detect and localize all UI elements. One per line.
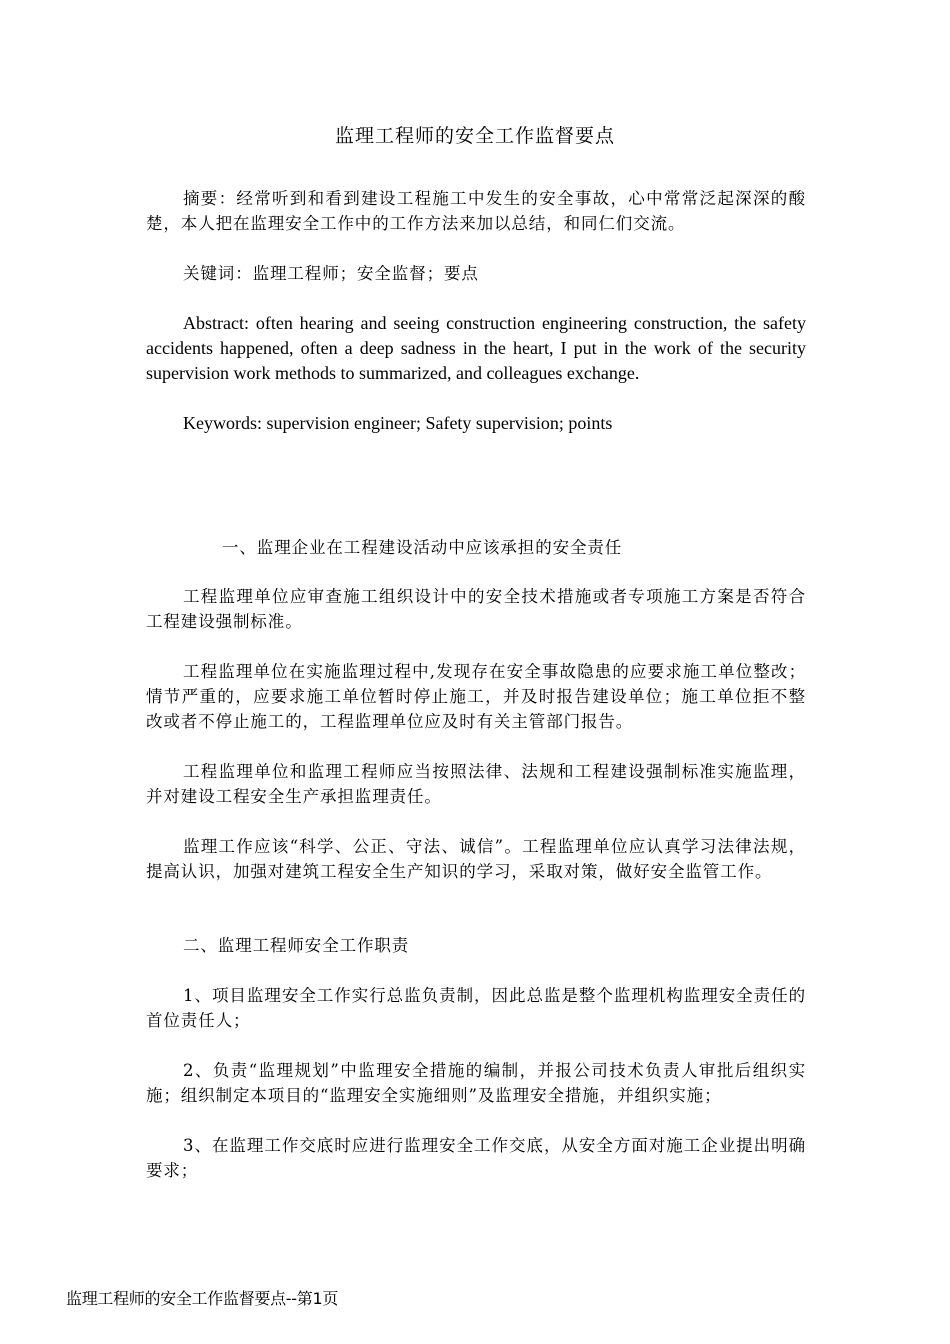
section2-item: 2、负责“监理规划”中监理安全措施的编制，并报公司技术负责人审批后组织实施；组织制定本项目的“监理安全实施细则”及监理安全措施，并组织实施；	[146, 1061, 806, 1105]
section2-item: 1、项目监理安全工作实行总监负责制，因此总监是整个监理机构监理安全责任的首位责任人；	[146, 986, 806, 1030]
abstract-cn: 摘要：经常听到和看到建设工程施工中发生的安全事故，心中常常泛起深深的酸楚，本人把在监理安全工作中的工作方法来加以总结，和同仁们交流。	[146, 189, 806, 233]
document-title: 监理工程师的安全工作监督要点	[334, 125, 615, 147]
section2-item: 3、在监理工作交底时应进行监理安全工作交底，从安全方面对施工企业提出明确要求；	[146, 1136, 806, 1180]
section1-paragraph: 工程监理单位和监理工程师应当按照法律、法规和工程建设强制标准实施监理，并对建设工程安全生产承担监理责任。	[146, 762, 806, 806]
section2-heading: 二、监理工程师安全工作职责	[183, 936, 410, 955]
keywords-en: Keywords: supervision engineer; Safety supervision; points	[183, 413, 613, 433]
page-footer: 监理工程师的安全工作监督要点--第1页	[66, 1289, 339, 1308]
section1-paragraph: 工程监理单位在实施监理过程中,发现存在安全事故隐患的应要求施工单位整改；情节严重的，应要求施工单位暂时停止施工，并及时报告建设单位；施工单位拒不整改或者不停止施工的，工程监理单位应及时有关主管部门报告。	[146, 662, 806, 731]
section1-paragraph: 工程监理单位应审查施工组织设计中的安全技术措施或者专项施工方案是否符合工程建设强制标准。	[146, 587, 806, 631]
keywords-cn: 关键词：监理工程师；安全监督；要点	[183, 264, 479, 283]
abstract-en: Abstract: often hearing and seeing construction engineering construction, the safety accidents happened, often a deep sadness in the heart, I put in the work of the security supervision work methods to summarized, and colleagues exchange.	[146, 313, 806, 383]
section1-paragraph: 监理工作应该“科学、公正、守法、诚信”。工程监理单位应认真学习法律法规，提高认识，加强对建筑工程安全生产知识的学习，采取对策，做好安全监管工作。	[146, 837, 806, 881]
section1-heading: 一、监理企业在工程建设活动中应该承担的安全责任	[222, 538, 623, 557]
